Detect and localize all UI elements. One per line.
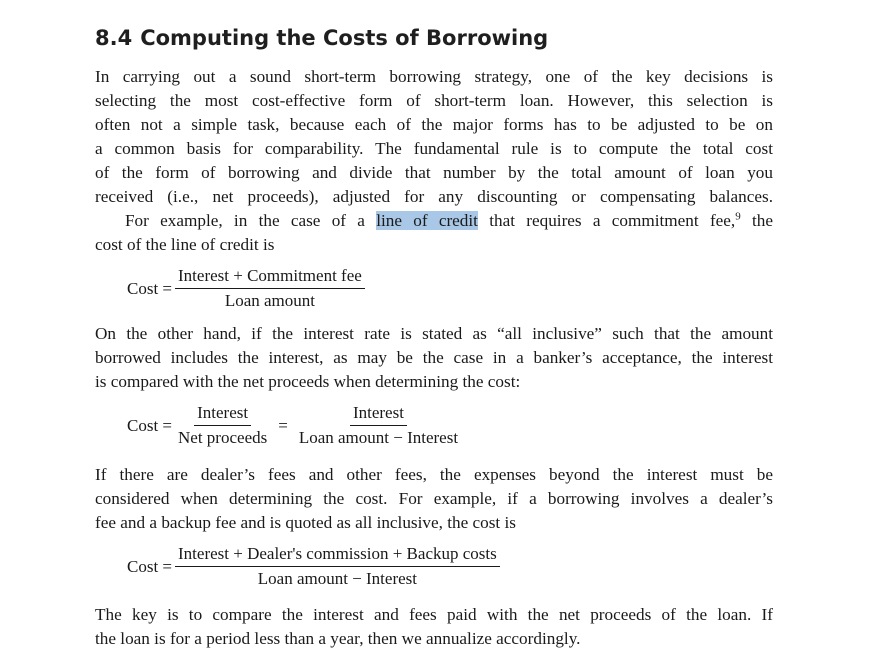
text-run: For example, in the case of a bbox=[125, 211, 377, 230]
paragraph-line: cost of the line of credit is bbox=[95, 235, 275, 254]
paragraph-line bbox=[125, 209, 773, 233]
selected-text-highlight[interactable]: line of credit bbox=[376, 211, 478, 230]
fraction-numerator: Interest + Dealer's commission + Backup costs bbox=[175, 544, 500, 567]
paragraph-line: On the other hand, if the interest rate is stated as “all inclusive” such that the amount bbox=[95, 324, 773, 343]
fraction-denominator: Loan amount − Interest bbox=[257, 569, 417, 588]
fraction-denominator: Loan amount bbox=[224, 291, 315, 310]
paragraph-line: borrowed includes the interest, as may be the case in a banker’s acceptance, the interest bbox=[95, 348, 773, 367]
paragraph-line: If there are dealer’s fees and other fees, the expenses beyond the interest must be bbox=[95, 465, 773, 484]
footnote-marker[interactable]: 9 bbox=[735, 210, 741, 223]
text-run: the bbox=[740, 211, 774, 230]
paragraph-line: is compared with the net proceeds when determining the cost: bbox=[95, 372, 521, 391]
section-heading bbox=[95, 26, 548, 50]
equation-lhs: Cost = bbox=[127, 556, 173, 576]
paragraph-line: often not a simple task, because each of the major forms has to be adjusted to be on bbox=[95, 115, 773, 134]
fraction bbox=[175, 266, 365, 311]
fraction-numerator: Interest bbox=[194, 403, 251, 426]
paragraph-line: In carrying out a sound short-term borrowing strategy, one of the key decisions is bbox=[95, 67, 773, 86]
fraction-denominator: Net proceeds bbox=[178, 428, 268, 447]
paragraph-line: selecting the most cost-effective form of short-term loan. However, this selection is bbox=[95, 91, 773, 110]
fraction bbox=[175, 403, 270, 448]
equation-lhs: Cost = bbox=[127, 278, 173, 298]
section-title: Computing the Costs of Borrowing bbox=[140, 26, 549, 50]
fraction bbox=[296, 403, 461, 448]
fraction-denominator: Loan amount − Interest bbox=[298, 428, 459, 447]
paragraph-line: the loan is for a period less than a year, then we annualize accordingly. bbox=[95, 629, 581, 648]
equals-sign: = bbox=[278, 415, 288, 435]
equation-line-of-credit-cost bbox=[127, 266, 368, 311]
paragraph-line: The key is to compare the interest and fees paid with the net proceeds of the loan. If bbox=[95, 605, 773, 624]
paragraph-line: a common basis for comparability. The fundamental rule is to compute the total cost bbox=[95, 139, 773, 158]
paragraph-line: fee and a backup fee and is quoted as all inclusive, the cost is bbox=[95, 513, 516, 532]
fraction-numerator: Interest + Commitment fee bbox=[175, 266, 365, 289]
fraction bbox=[175, 544, 500, 589]
fraction-numerator: Interest bbox=[350, 403, 407, 426]
equation-lhs: Cost = bbox=[127, 415, 173, 435]
section-number: 8.4 bbox=[95, 26, 133, 50]
paragraph-line: of the form of borrowing and divide that number by the total amount of loan you bbox=[95, 163, 773, 182]
equation-dealer-fees-cost bbox=[127, 544, 503, 589]
text-run: that requires a commitment fee, bbox=[477, 211, 736, 230]
equation-all-inclusive-cost bbox=[127, 403, 464, 448]
paragraph-line: received (i.e., net proceeds), adjusted for any discounting or compensating balances. bbox=[95, 187, 773, 206]
paragraph-line: considered when determining the cost. For example, if a borrowing involves a dealer’s bbox=[95, 489, 773, 508]
